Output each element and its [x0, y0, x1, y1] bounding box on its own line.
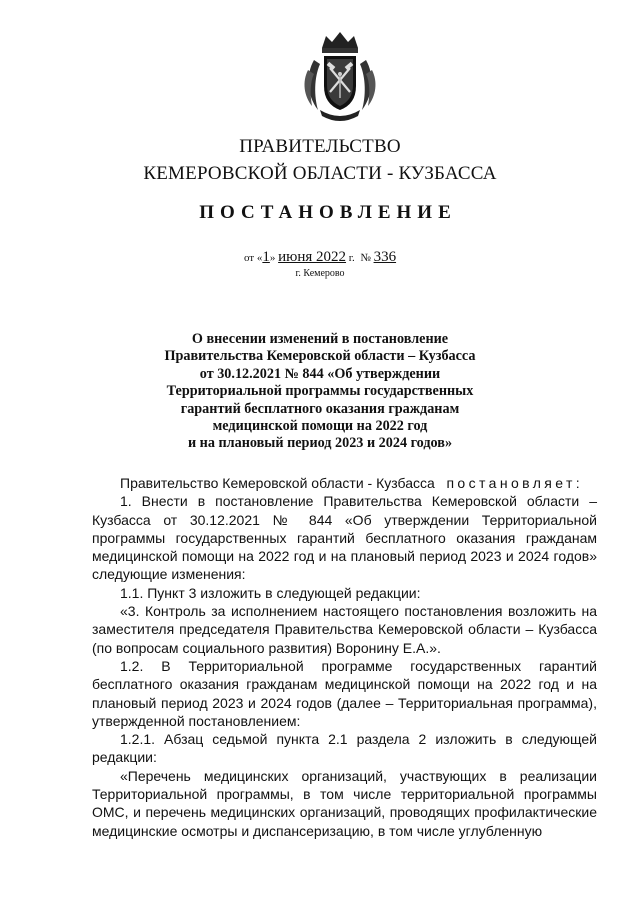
- document-type: ПОСТАНОВЛЕНИЕ: [199, 202, 457, 223]
- body-paragraph: 1.2. В Территориальной программе государственных гарантий бесплатного оказания гражданам медицинской помощи на 2022 год и на плановый период 2023 и 2024 годов (далее – Территориальная программа), утвержденной постановлением:: [92, 657, 597, 729]
- body-paragraph: «Перечень медицинских организаций, участвующих в реализации Территориальной программы, в том числе территориальной программы ОМС, и перечень медицинских организаций, проводящих профилактические медицинские осмотры и диспансеризацию, в том числе углубленную: [92, 767, 597, 839]
- body-paragraph: «3. Контроль за исполнением настоящего постановления возложить на заместителя председателя Правительства Кемеровской области – Кузбасса (по вопросам социального развития) Воронину Е.А.».: [92, 603, 597, 656]
- body-paragraph: 1. Внести в постановление Правительства Кемеровской области – Кузбасса от 30.12.2021 № 844 «Об утверждении Территориальной программы государственных гарантий бесплатного оказания гражданам медицинской помощи на 2022 год и на плановый период 2023 и 2024 годов» следующие изменения:: [92, 493, 597, 583]
- document-body: [92, 474, 597, 840]
- subject-line: от 30.12.2021 № 844 «Об утверждении: [199, 365, 441, 382]
- date-mid: »: [269, 252, 276, 264]
- lead-text: Правительство Кемеровской области - Кузбасса: [120, 475, 435, 491]
- number-label: №: [360, 252, 371, 264]
- lead-action: постановляет:: [446, 475, 584, 491]
- document-date-line: [0, 249, 640, 266]
- body-paragraph: 1.2.1. Абзац седьмой пункта 2.1 раздела 2 изложить в следующей редакции:: [92, 731, 597, 766]
- subject-line: медицинской помощи на 2022 год: [212, 418, 428, 435]
- document-subject: [150, 331, 490, 453]
- subject-line: и на плановый период 2023 и 2024 годов»: [187, 435, 453, 452]
- date-day: 1: [262, 249, 270, 265]
- government-title-line1: ПРАВИТЕЛЬСТВО: [239, 136, 401, 157]
- subject-line: О внесении изменений в постановление: [191, 331, 449, 347]
- subject-line: гарантий бесплатного оказания гражданам: [180, 400, 460, 417]
- government-title-line2: КЕМЕРОВСКОЙ ОБЛАСТИ - КУЗБАССА: [143, 163, 497, 184]
- body-paragraph: 1.1. Пункт 3 изложить в следующей редакции:: [120, 584, 421, 601]
- resolution-lead: [92, 474, 597, 492]
- subject-line: Территориальной программы государственных: [166, 383, 474, 400]
- date-prefix: от «: [243, 252, 263, 264]
- date-month-year: июня 2022: [278, 249, 347, 265]
- coat-of-arms-icon: [300, 30, 380, 122]
- subject-line: Правительства Кемеровской области – Кузбасса: [164, 348, 476, 365]
- document-number: 336: [373, 249, 397, 265]
- document-city: г. Кемерово: [295, 268, 345, 279]
- date-suffix: г.: [348, 252, 355, 264]
